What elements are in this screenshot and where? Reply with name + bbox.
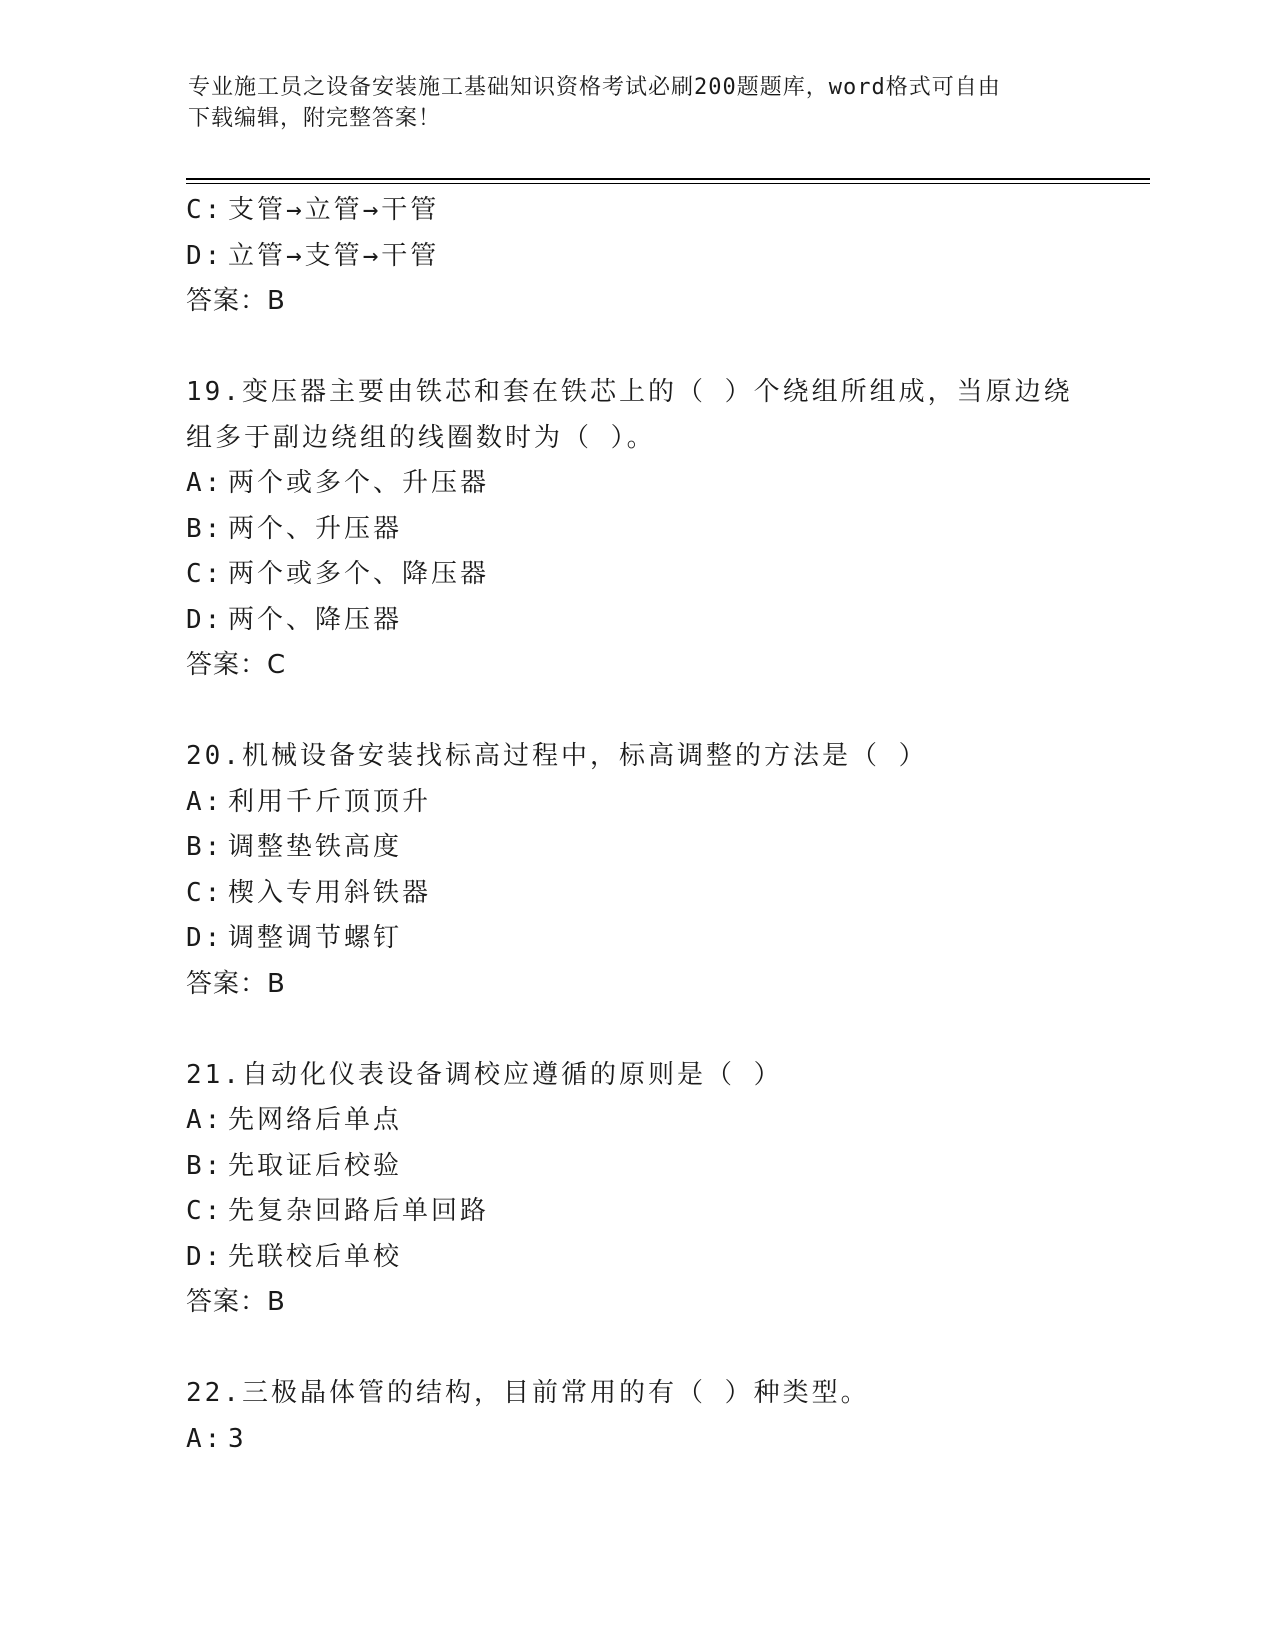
question-stem-cont: 组多于副边绕组的线圈数时为（ ）。	[186, 422, 656, 453]
option-text: 两个或多个、升压器	[228, 468, 490, 498]
option-key: B:	[186, 513, 224, 544]
option-key: A:	[186, 468, 224, 498]
option-text: 先网络后单点	[228, 1105, 403, 1135]
option-text: 楔入专用斜铁器	[228, 877, 432, 908]
header-divider-thin	[186, 183, 1150, 184]
answer: 答案：C	[186, 650, 287, 680]
spacer	[186, 1007, 1106, 1053]
option-c	[186, 871, 1106, 917]
option-text: 先联校后单校	[228, 1241, 403, 1272]
option-key: C:	[186, 195, 224, 225]
option-c	[186, 552, 1106, 598]
option-key: B:	[186, 832, 224, 862]
option-text: 两个、升压器	[228, 513, 403, 544]
option-key: C:	[186, 559, 224, 589]
option-text: 利用千斤顶顶升	[228, 786, 432, 817]
option-key: A:	[186, 1105, 224, 1135]
option-key: D:	[186, 1241, 224, 1272]
option-text: 先取证后校验	[228, 1150, 403, 1181]
answer: 答案：B	[186, 286, 286, 316]
option-c	[186, 1189, 1106, 1235]
question-stem: 20.机械设备安装找标高过程中，标高调整的方法是（ ）	[186, 741, 928, 771]
question-20	[186, 734, 1106, 1007]
answer: 答案：B	[186, 968, 286, 999]
spacer	[186, 1326, 1106, 1372]
option-a	[186, 461, 1106, 507]
option-text: 调整调节螺钉	[228, 923, 403, 953]
option-key: A:	[186, 1423, 224, 1454]
header-line-1: 专业施工员之设备安装施工基础知识资格考试必刷200题题库，word格式可自由	[188, 75, 1001, 100]
option-key: D:	[186, 923, 224, 953]
option-d	[186, 1235, 1106, 1281]
question-stem: 19.变压器主要由铁芯和套在铁芯上的（ ）个绕组所组成，当原边绕	[186, 377, 1073, 407]
option-text: 调整垫铁高度	[228, 832, 403, 862]
option-d	[186, 598, 1106, 644]
spacer	[186, 325, 1106, 371]
question-18	[186, 188, 1106, 325]
option-a	[186, 780, 1106, 826]
question-stem: 22.三极晶体管的结构，目前常用的有（ ）种类型。	[186, 1378, 870, 1408]
option-d	[186, 916, 1106, 962]
option-key: A:	[186, 786, 224, 817]
option-a	[186, 1098, 1106, 1144]
option-key: C:	[186, 1196, 224, 1226]
option-key: D:	[186, 240, 224, 271]
option-c	[186, 188, 1106, 234]
header-line-2: 下载编辑，附完整答案！	[188, 106, 442, 131]
option-text: 立管→支管→干管	[228, 240, 440, 271]
header-divider-thick	[186, 178, 1150, 180]
question-19	[186, 370, 1106, 689]
option-text: 两个或多个、降压器	[228, 559, 490, 589]
option-b	[186, 507, 1106, 553]
question-stem: 21.自动化仪表设备调校应遵循的原则是（ ）	[186, 1059, 783, 1090]
option-text: 两个、降压器	[228, 604, 403, 635]
spacer	[186, 689, 1106, 735]
option-text: 先复杂回路后单回路	[228, 1196, 490, 1226]
question-21	[186, 1053, 1106, 1326]
question-list	[186, 188, 1106, 1462]
option-a	[186, 1417, 1106, 1463]
question-22	[186, 1371, 1106, 1462]
option-b	[186, 1144, 1106, 1190]
option-text: 支管→立管→干管	[228, 195, 440, 225]
answer: 答案：B	[186, 1287, 286, 1317]
option-d	[186, 234, 1106, 280]
document-header	[188, 72, 1088, 134]
option-key: B:	[186, 1150, 224, 1181]
option-text: 3	[228, 1423, 247, 1454]
option-b	[186, 825, 1106, 871]
option-key: C:	[186, 877, 224, 908]
option-key: D:	[186, 604, 224, 635]
